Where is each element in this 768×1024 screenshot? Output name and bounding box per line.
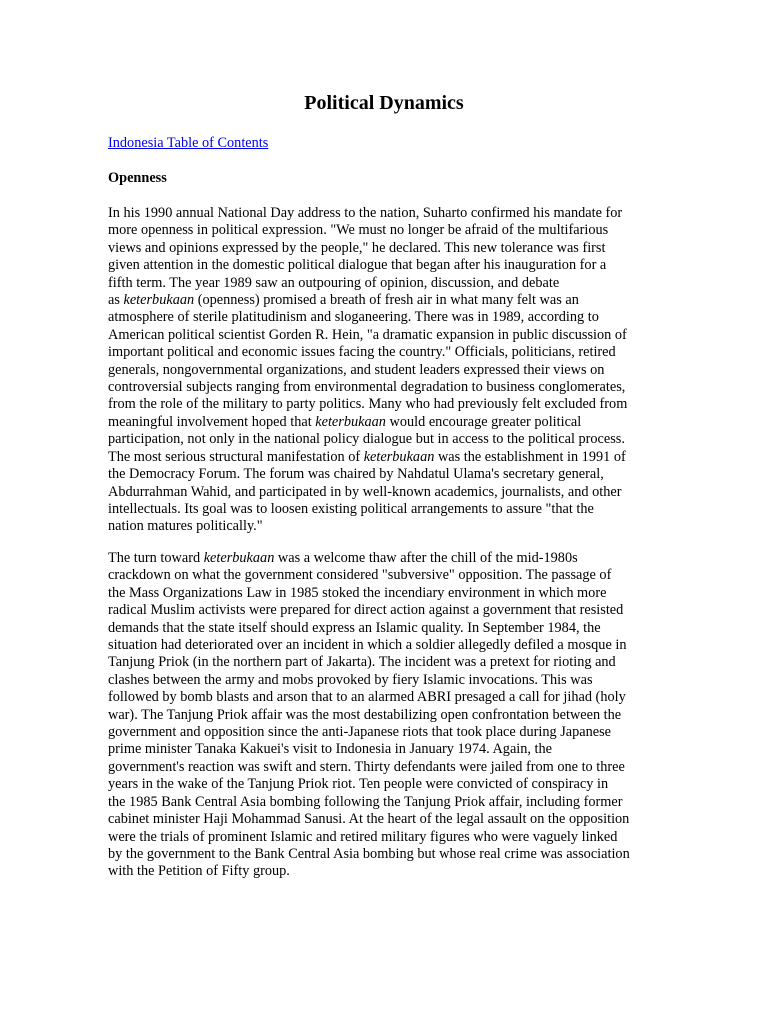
page-title: Political Dynamics (304, 92, 464, 114)
text-run: government and opposition since the anti-Japanese riots that took place during Japanese (108, 724, 612, 741)
paragraph-line (108, 396, 668, 413)
paragraph-line (108, 414, 668, 431)
text-run: nation matures politically." (108, 518, 263, 535)
text-run: intellectuals. Its goal was to loosen existing political arrangements to assure "that the (108, 500, 594, 517)
paragraph-line (108, 379, 668, 396)
text-run: followed by bomb blasts and arson that to an alarmed ABRI presaged a call for jihad (holy (108, 689, 626, 706)
paragraph-line (108, 602, 668, 619)
text-run: The turn toward (108, 550, 204, 566)
paragraph-line (108, 466, 668, 483)
text-run: the Mass Organizations Law in 1985 stoked the incendiary environment in which more (108, 584, 607, 601)
paragraph-line (108, 240, 668, 257)
paragraph-line (108, 205, 668, 222)
paragraph-line (108, 431, 668, 448)
paragraph-line (108, 484, 668, 501)
paragraph-line (108, 654, 668, 671)
paragraph-line (108, 759, 668, 776)
body-paragraph (108, 550, 668, 881)
paragraph-line (108, 292, 668, 309)
paragraph-line (108, 829, 668, 846)
text-run: demands that the state itself should express an Islamic quality. In September 1984, the (108, 619, 601, 636)
text-run: fifth term. The year 1989 saw an outpouring of opinion, discussion, and debate (108, 274, 560, 291)
text-run: was a welcome thaw after the chill of the mid-1980s (274, 550, 578, 566)
paragraph-line (108, 275, 668, 292)
italic-term: keterbukaan (123, 292, 195, 309)
text-run: were the trials of prominent Islamic and retired military figures who were vaguely linked (108, 828, 618, 845)
paragraph-line (108, 344, 668, 361)
section-heading: Openness (108, 170, 167, 186)
italic-term: keterbukaan (203, 550, 275, 566)
text-run: by the government to the Bank Central Asia bombing but whose real crime was association (108, 845, 630, 862)
paragraph-line (108, 327, 668, 344)
paragraph-line (108, 811, 668, 828)
paragraph-line (108, 518, 668, 535)
paragraph-line (108, 501, 668, 518)
paragraph-line (108, 309, 668, 326)
text-run: situation had deteriorated over an incident in which a soldier allegedly defiled a mosque in (108, 637, 627, 654)
paragraph-line (108, 846, 668, 863)
paragraph-line (108, 707, 668, 724)
body-paragraph (108, 205, 668, 536)
text-run: participation, not only in the national policy dialogue but in access to the political process. (108, 431, 625, 448)
text-run: the 1985 Bank Central Asia bombing following the Tanjung Priok affair, including former (108, 793, 623, 810)
text-run: generals, nongovernmental organizations, and student leaders expressed their views on (108, 361, 605, 378)
paragraph-line (108, 620, 668, 637)
text-run: years in the wake of the Tanjung Priok riot. Ten people were convicted of conspiracy in (108, 776, 609, 793)
text-run: American political scientist Gorden R. Hein, "a dramatic expansion in public discussion of (108, 326, 627, 343)
paragraph-line (108, 863, 668, 880)
paragraph-line (108, 637, 668, 654)
text-run: from the role of the military to party politics. Many who had previously felt excluded from (108, 396, 628, 413)
paragraph-line (108, 776, 668, 793)
text-run: crackdown on what the government considered "subversive" opposition. The passage of (108, 567, 612, 584)
text-run: was the establishment in 1991 of (434, 448, 626, 465)
paragraph-line (108, 689, 668, 706)
paragraph-line (108, 550, 668, 567)
text-run: as (108, 292, 124, 309)
text-run: (openness) promised a breath of fresh air in what many felt was an (194, 292, 579, 309)
text-run: prime minister Tanaka Kakuei's visit to Indonesia in January 1974. Again, the (108, 741, 553, 758)
text-run: controversial subjects ranging from environmental degradation to business conglomerates, (108, 379, 626, 396)
paragraph-line (108, 449, 668, 466)
text-run: meaningful involvement hoped that (108, 413, 316, 430)
text-run: views and opinions expressed by the people," he declared. This new tolerance was first (108, 239, 606, 256)
table-of-contents-link[interactable]: Indonesia Table of Contents (108, 135, 269, 151)
italic-term: keterbukaan (315, 413, 386, 430)
text-run: Abdurrahman Wahid, and participated in by well-known academics, journalists, and other (108, 483, 622, 500)
paragraph-line (108, 585, 668, 602)
paragraph-line (108, 362, 668, 379)
text-run: more openness in political expression. "We must no longer be afraid of the multifarious (108, 222, 609, 239)
text-run: cabinet minister Haji Mohammad Sanusi. At the heart of the legal assault on the opposition (108, 811, 630, 828)
paragraph-line (108, 741, 668, 758)
text-run: important political and economic issues facing the country." Officials, politicians, retired (108, 344, 616, 361)
paragraph-line (108, 257, 668, 274)
paragraph-line (108, 222, 668, 239)
text-run: In his 1990 annual National Day address to the nation, Suharto confirmed his mandate for (108, 205, 623, 221)
text-run: clashes between the army and mobs provoked by fiery Islamic invocations. This was (108, 671, 593, 688)
text-run: the Democracy Forum. The forum was chaired by Nahdatul Ulama's secretary general, (108, 466, 604, 483)
text-run: would encourage greater political (385, 413, 582, 430)
paragraph-line (108, 724, 668, 741)
text-run: Tanjung Priok (in the northern part of Jakarta). The incident was a pretext for rioting and (108, 654, 616, 671)
text-run: with the Petition of Fifty group. (108, 863, 290, 880)
paragraph-line (108, 567, 668, 584)
text-run: The most serious structural manifestation of (108, 448, 364, 465)
paragraph-line (108, 672, 668, 689)
text-run: given attention in the domestic political dialogue that began after his inauguration for a (108, 257, 607, 274)
text-run: atmosphere of sterile platitudinism and sloganeering. There was in 1989, according to (108, 309, 599, 326)
paragraph-line (108, 794, 668, 811)
text-run: radical Muslim activists were prepared for direct action against a government that resisted (108, 602, 624, 619)
text-run: government's reaction was swift and stern. Thirty defendants were jailed from one to three (108, 758, 625, 775)
text-run: war). The Tanjung Priok affair was the most destabilizing open confrontation between the (108, 706, 622, 723)
italic-term: keterbukaan (363, 448, 435, 465)
